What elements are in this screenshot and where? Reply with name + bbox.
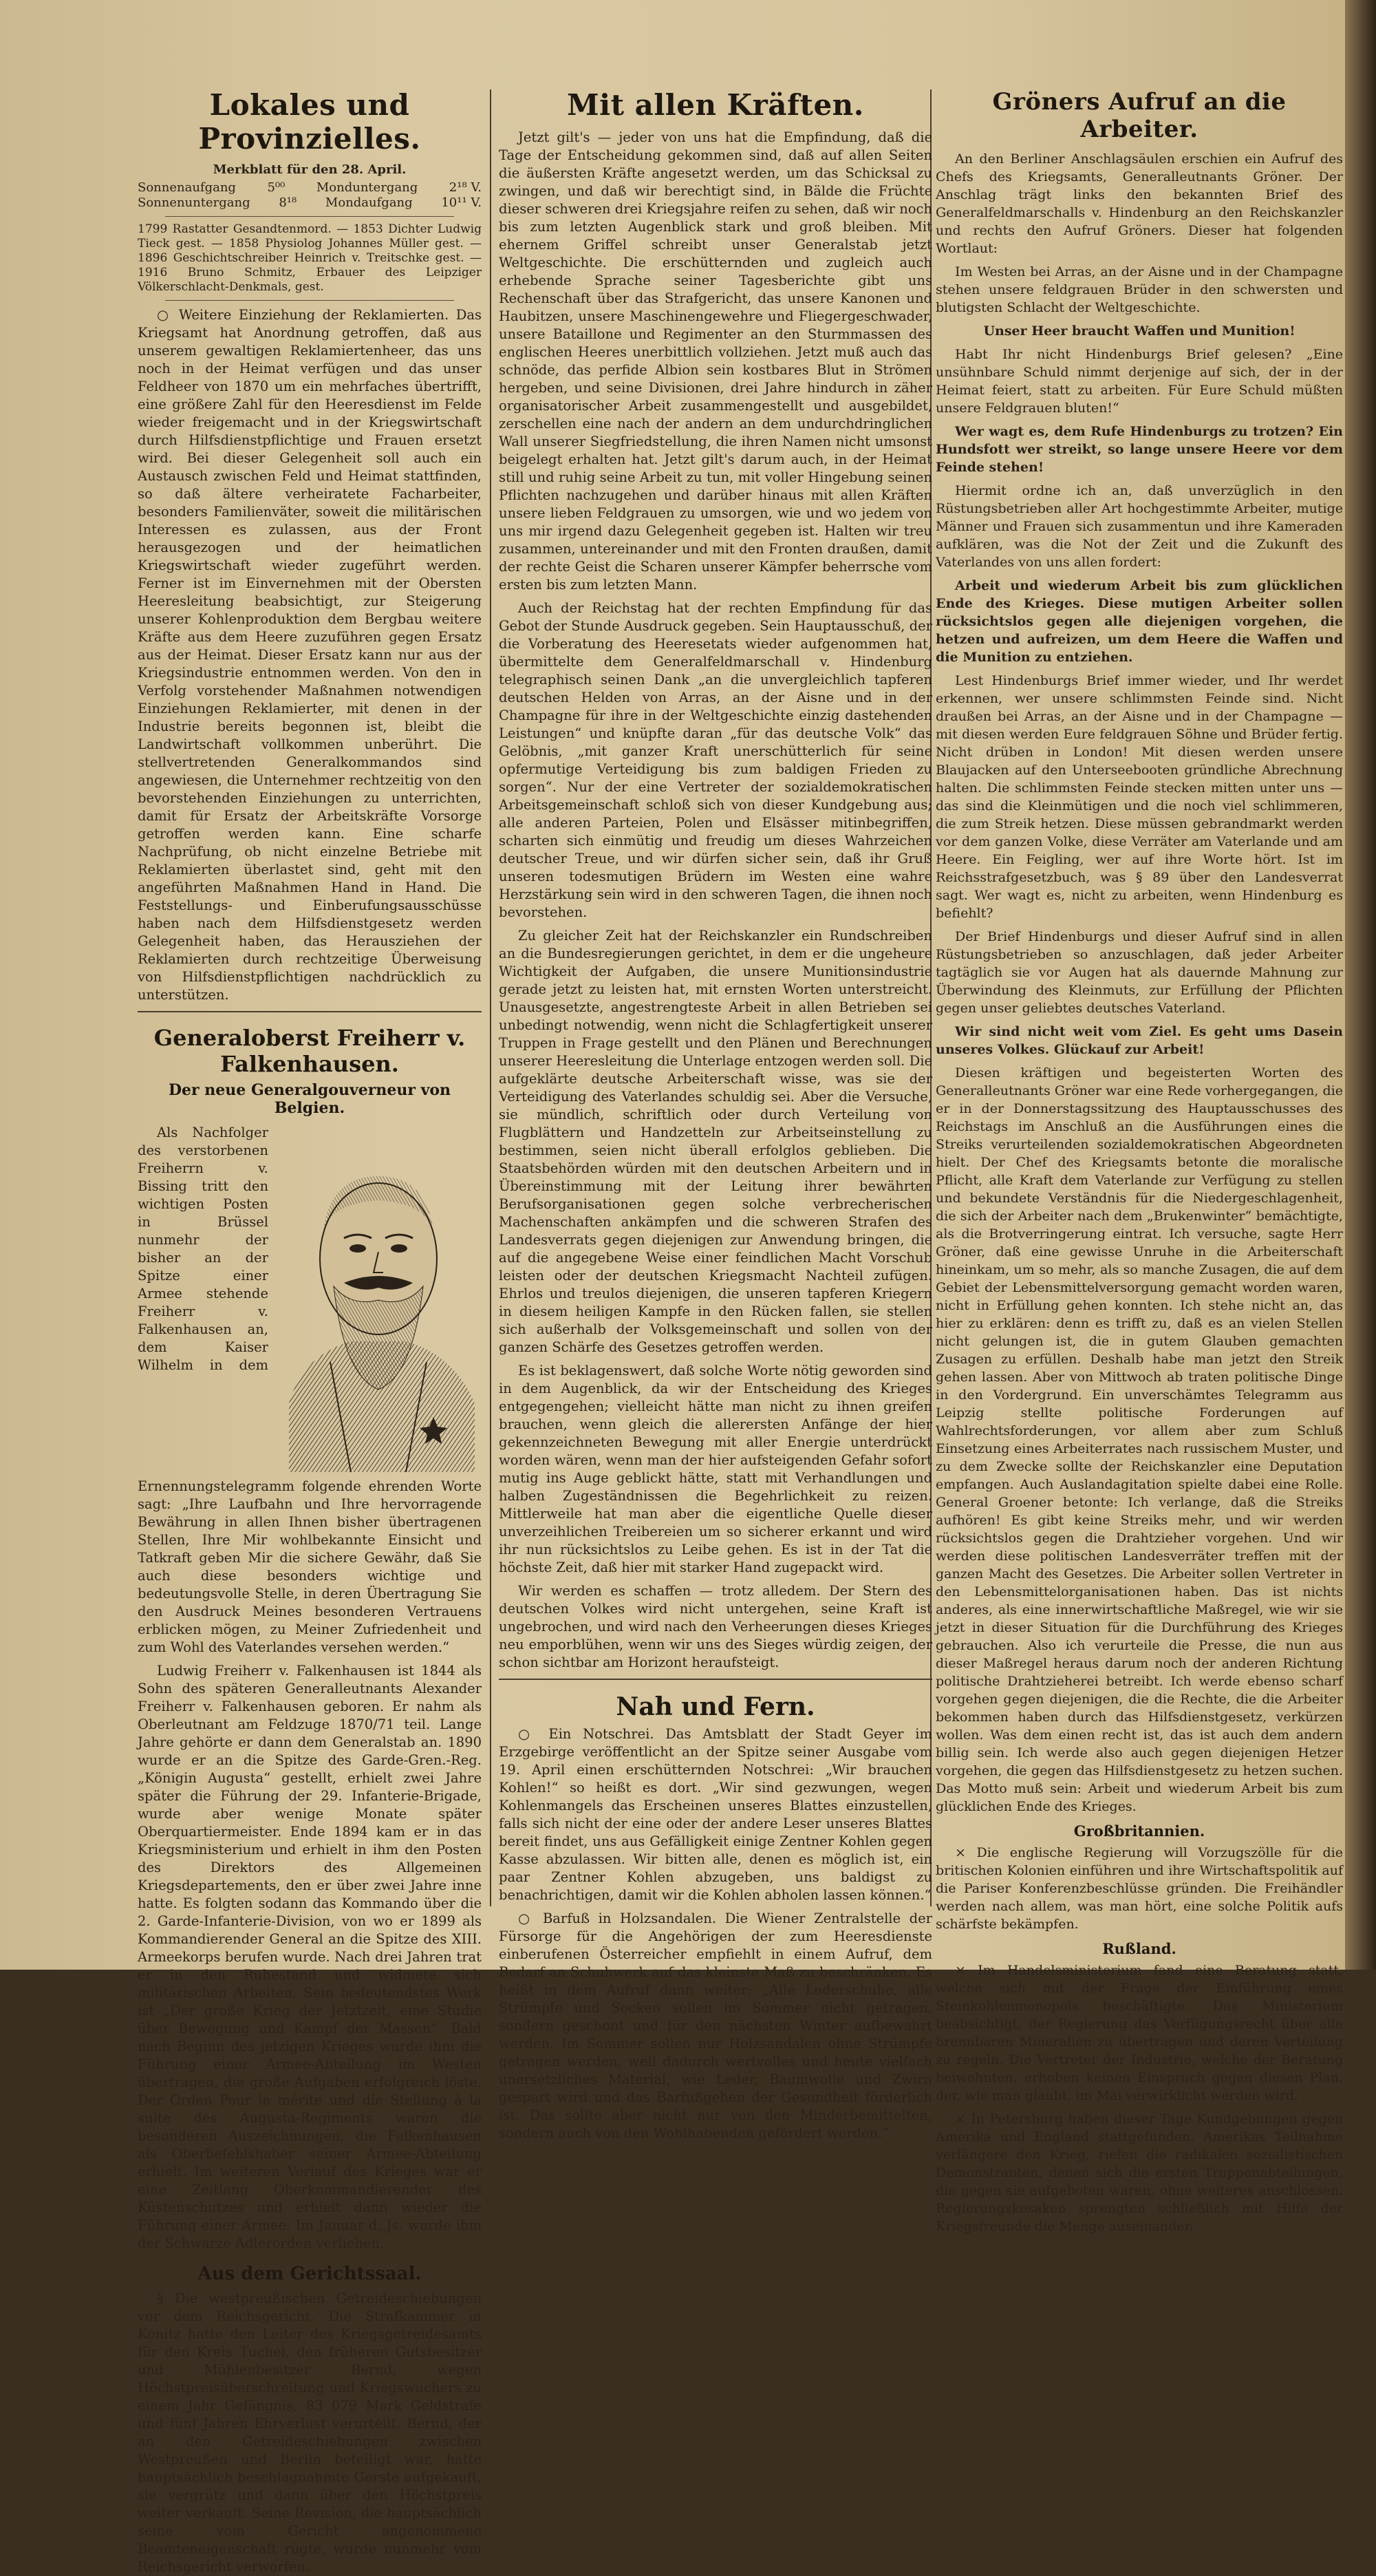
article-title-falkenhausen: Generaloberst Freiherr v. Falkenhausen. [153, 1025, 466, 1077]
divider [165, 216, 454, 217]
portrait-engraving [275, 1128, 482, 1472]
article-groener-p2: Im Westen bei Arras, an der Aisne und in der Champagne stehen unsere feldgrauen Brüder in den schwersten und blutigsten Schlacht der Weltgeschichte. [936, 264, 1343, 315]
article-kraeften-p1: Jetzt gilt's — jeder von uns hat die Empfindung, daß die Tage der Entscheidung gekommen sind, daß auf allen Seiten die äußersten Kräfte angesetzt werden, um das Schicksal zu zwingen, und daß wir berechtigt sind, in Bälde die Früchte dieser schweren drei Kriegsjahre reifen zu sehen, daß wir noch bis zum letzten Augenblick stark und groß bleiben. Mit ehernem Griffel schreibt unser Generalstab jetzt Weltgeschichte. Die erschütternden und zugleich auch erhebende Sprache seiner Tagesberichte gibt uns Rechenschaft über das Strafgericht, das unsere Kanonen und Haubitzen, unsere Maschinengewehre und Fliegergeschwader, unsere Bataillone und Regimenter an den Sturmmassen des englischen Heeres unerbittlich vollziehen. Jetzt muß auch das schnöde, das perfide Albion sein kostbares Blut in Strömen hergeben, und seine Divisionen, drei Jahre hindurch in zäher organisatorischer Arbeit zusammengestellt und ausgebildet, zerschellen eine nach der andern an dem undurchdringlichen Wall unserer Siegfriedstellung, die ihren Namen nicht umsonst beigelegt erhalten hat. Jetzt gilt's darum auch, in der Heimat still und ruhig seine Arbeit zu tun, mit voller Hingebung seinen Pflichten nachzugehen und darüber hinaus mit allen Kräften unsere lieben Feldgrauen zu umsorgen, wie und wo jedem von uns mir irgend dazu Gelegenheit gegeben ist. Halten wir treu zusammen, untereinander und mit den Fronten draußen, damit der rechte Geist die Scharen unserer Kämpfer beherrsche vom ersten bis zum letzten Mann. [499, 129, 932, 593]
almanac-label: Sonnenuntergang [138, 195, 250, 210]
almanac-events: 1799 Rastatter Gesandtenmord. — 1853 Dichter Ludwig Tieck gest. — 1858 Physiolog Johannes Müller gest. — 1896 Geschichtschreiber Heinrich v. Treitschke gest. — 1916 Bruno Schmitz, Erbauer des Leipziger Völkerschlacht-Denkmals, gest. [138, 222, 482, 294]
article-kraeften-p3: Zu gleicher Zeit hat der Reichskanzler ein Rundschreiben an die Bundesregierungen gerichtet, in dem er die ungeheure Wichtigkeit der Aufgaben, die unsere Munitionsindustrie gerade jetzt zu leisten hat, mit ernsten Worten unterstreicht. Unausgesetzte, angestrengteste Arbeit in allen Betrieben sei unbedingt notwendig, wenn nicht die Schlagfertigkeit unserer Truppen in Frage gestellt und den Plänen und Berechnungen unserer Heeresleitung die Unterlage entzogen werden soll. Die aufgeklärte deutsche Arbeiterschaft wisse, was sie der Verteidigung des Vaterlandes schuldig sei. Aber die Versuche, sie mündlich, schriftlich oder durch Verteilung von Flugblättern und Handzetteln zur Arbeitseinstellung zu bestimmen, seien nicht überall erfolglos geblieben. Die Staatsbehörden würden mit den deutschen Arbeitern und in Übereinstimmung mit der Leitung ihrer bewährten Berufsorganisationen gegen solche verbrecherischen Machenschaften ankämpfen und die schweren Strafen des Landesverrats gegen diejenigen zur Anwendung bringen, die auf die angegebene Weise einer feindlichen Macht Vorschub leisten oder der deutschen Kriegsmacht Nachteil zufügen. Ehrlos und treulos diejenigen, die unseren tapferen Kriegern in diesem heiligen Kampfe in den Rücken fallen, sie stellen sich außerhalb der Volksgemeinschaft und sollen von der ganzen Schärfe des Gesetzes getroffen werden. [499, 928, 932, 1355]
column-rule [490, 89, 491, 1906]
divider [138, 1011, 482, 1012]
article-groener-p3: Habt Ihr nicht Hindenburgs Brief gelesen? „Eine unsühnbare Schuld nimmt derjenige auf sich, der in der Heimat feiert, statt zu arbeiten. Für Eure Schuld müßten unsere Feldgrauen bluten!“ [936, 347, 1343, 416]
article-grossbritannien: × Die englische Regierung will Vorzugszölle für die britischen Kolonien einführen und ihre Wirtschaftspolitik auf die Pariser Konferenzbeschlüsse gründen. Die Freihändler werden nach allem, was man hört, eine solche Politik aufs schärfste bekämpfen. [936, 1845, 1343, 1932]
column-right [936, 83, 1343, 2234]
almanac-value: 5⁰⁰ [267, 180, 286, 195]
article-title-kraeften: Mit allen Kräften. [567, 88, 864, 122]
article-getreideschiebungen: § Die westpreußischen Getreideschiebungen vor dem Reichsgericht. Die Strafkammer in Konitz hatte den Leiter des Kriegsgetreidesamts für den Kreis Tuchel, den früheren Gutsbesitzer und Mühlenbesitzer Bernd, wegen Höchstpreisüberschreitung und Kriegswuchers zu einem Jahr Gefängnis, 83 079 Mark Geldstrafe und fünf Jahren Ehrverlust verurteilt. Bernd, der an den Getreideschiebungen zwischen Westpreußen und Berlin beteiligt war, hatte hauptsächlich beschlagnahmte Gerste aufgekauft, sie vergrütz und dann über den Höchstpreis weiter verkauft. Seine Revision, die hauptsächlich seine vom Gericht angenommene Beamteneigenschaft rügte, wurde nunmehr vom Reichsgericht verworfen. [138, 2290, 482, 2575]
article-groener-p9: Wir sind nicht weit vom Ziel. Es geht ums Dasein unseres Volkes. Glückauf zur Arbeit! [936, 1024, 1343, 1057]
almanac-label: Mondaufgang [325, 195, 413, 210]
article-kraeften-p2: Auch der Reichstag hat der rechten Empfindung für das Gebot der Stunde Ausdruck gegeben. Sein Hauptausschuß, der die Vorberatung des Heeresetats wieder aufgenommen hat, übermittelte dem Generalfeldmarschall v. Hindenburg telegraphisch seinen Dank „an die unvergleichlich tapferen deutschen Helden von Arras, an der Aisne und in der Champagne für ihre in der Weltgeschichte einzig dastehenden Leistungen“ und knüpfte daran „für das deutsche Volk“ das Gelöbnis, „mit ganzer Kraft unerschütterlich für seine opfermutige Verteidigung bis zum baldigen Frieden zu sorgen“. Nur der eine Vertreter der sozialdemokratischen Arbeitsgemeinschaft schloß sich von dieser Kundgebung aus; alle anderen Parteien, Polen und Elsässer mitinbegriffen, scharten sich einmütig und freudig um dieses Wahrzeichen deutscher Treue, und wir dürfen sicher sein, daß ihr Gruß unseren todesmutigen Brüdern im Westen eine wahre Herzstärkung sein wird in den schweren Tagen, die ihnen noch bevorstehen. [499, 600, 932, 920]
category-russland: Rußland. [1102, 1940, 1176, 1957]
almanac-label: Sonnenaufgang [138, 180, 236, 195]
article-groener-slogan: Unser Heer braucht Waffen und Munition! [983, 323, 1296, 339]
article-kraeften-p4: Es ist beklagenswert, daß solche Worte nötig geworden sind in dem Augenblick, da wir der Entscheidung des Krieges entgegengehen; vielleicht hätte man nicht zu ihnen greifen brauchen, wenn gleich die allerersten Anfänge der hier gekennzeichneten Bewegung mit aller Energie unterdrückt worden wären, wenn man der hier aufsteigenden Gefahr sofort mutig ins Auge geblickt hätte, statt mit Verhandlungen und halben Zugeständnissen die Begehrlichkeit zu reizen. Mittlerweile hat man aber die eigentliche Quelle dieser unverzeihlichen Treibereien um so sicherer erkannt und wird ihr nun rücksichtslos zu Leibe gehen. Es ist in der Tat die höchste Zeit, daß hier mit starker Hand zugepackt wird. [499, 1363, 932, 1575]
article-holzsandalen: ○ Barfuß in Holzsandalen. Die Wiener Zentralstelle der Fürsorge für die Angehörigen der zum Heeresdienste einberufenen Österreicher empfiehlt in einem Aufruf, dem Bedarf an Schuhwerk auf das kleinste Maß zu beschränken. Es heißt in dem Aufruf dann weiter: „Alle Lederschuhe, alle Strümpfe und Socken sollen im Sommer nicht getragen, sondern geschont und für den nächsten Winter aufbewahrt werden. Im Sommer sollen nur Holzsandalen ohne Strümpfe getragen werden, weil dadurch wertvolles und heute vielfach unersetzliches Material, wie Leder, Baumwolle und Zwirn gespart wird und das Barfußgehen der Gesundheit förderlich ist. Das sollte aber nicht nur von den Minderbemittelten, sondern auch von den Wohlhabenden gefördert werden.“ [499, 1910, 932, 2141]
article-kraeften-p5: Wir werden es schaffen — trotz alledem. Der Stern des deutschen Volkes wird nicht untergehen, seine Kraft ist ungebrochen, und wird nach den Verheerungen dieses Krieges neu emporblühen, wenn wir uns des Sieges würdig zeigen, der schon sichtbar am Horizont heraufsteigt. [499, 1583, 932, 1670]
section-title-lokales: Lokales und Provinzielles. [198, 88, 421, 156]
article-subtitle-falkenhausen: Der neue Generalgouverneur von Belgien. [168, 1081, 451, 1117]
article-falkenhausen-p1: Als Nachfolger des verstorbenen Freiherrn v. Bissing tritt den wichtigen Posten in Brüssel nunmehr der bisher an der Spitze einer Armee stehende Freiherr v. Falkenhausen an, dem Kaiser Wilhelm in dem Ernennungstelegramm folgende ehrenden Worte sagt: „Ihre Laufbahn und Ihre hervorragende Bewährung in allen Ihnen bisher übertragenen Stellen, Ihre Mir wohlbekannte Einsicht und Tatkraft geben Mir die sichere Gewähr, daß Sie auch diese besonders wichtige und bedeutungsvolle Stelle, in deren Übertragung Sie den Ausdruck Meines besonderen Vertrauens erblicken mögen, zu Meiner Zufriedenheit und zum Wohl des Vaterlandes versehen werden.“ [138, 1125, 482, 1655]
article-groener-p6: Arbeit und wiederum Arbeit bis zum glücklichen Ende des Krieges. Diese mutigen Arbeiter sollen rücksichtslos gegen alle diejenigen vorgehen, die hetzen und aufreizen, um dem Heere die Waffen und die Munition zu entziehen. [936, 578, 1343, 665]
almanac-label: Monduntergang [316, 180, 418, 195]
article-groener-p8: Der Brief Hindenburgs und dieser Aufruf sind in allen Rüstungsbetrieben so anzuschlagen, daß jeder Arbeiter tagtäglich sie vor Augen hat als dauernde Mahnung zur Überwindung des Kleinmuts, zur Erfüllung der Pflichten gegen unser geliebtes deutsches Vaterland. [936, 929, 1343, 1016]
column-left [138, 83, 482, 2575]
divider [165, 300, 454, 301]
article-falkenhausen-p2: Ludwig Freiherr v. Falkenhausen ist 1844 als Sohn des späteren Generalleutnants Alexander Freiherr v. Falkenhausen geboren. Er nahm als Oberleutnant am Feldzuge 1870/71 teil. Lange Jahre gehörte er dann dem Generalstab an. 1890 wurde er an die Spitze des Garde-Gren.-Reg. „Königin Augusta“ gestellt, erhielt zwei Jahre später die Führung der 29. Infanterie-Brigade, wurde aber wenige Monate später Oberquartiermeister. Ende 1894 kam er in das Kriegsministerium und erhielt in ihm den Posten des Direktors des Allgemeinen Kriegsdepartements, den er über zwei Jahre inne hatte. Es folgten sodann das Kommando über die 2. Garde-Infanterie-Division, von wo er 1899 als Kommandierender General an die Spitze des XIII. Armeekorps berufen wurde. Nach drei Jahren trat er in den Ruhestand und widmete sich militärischen Arbeiten. Sein bedeutendstes Werk ist „Der große Krieg der Jetztzeit, eine Studie über Bewegung und Kampf der Massen“. Bald nach Beginn des jetzigen Krieges wurde ihm die Führung einer Armee-Abteilung im Westen übertragen, die große Aufgaben erfolgreich löste. Der Orden Pour le mérite und die Stellung à la suite des Augusta-Regiments waren die besonderen Auszeichnungen, die Falkenhausen als Oberbefehlshaber seiner Armee-Abteilung erhielt. Im weiteren Verlauf des Krieges war er eine Zeitlang Oberkommandierender des Küstenschutzes und erhielt dann wieder die Führung einer Armee. Im Januar d. Js. wurde ihm der Schwarze Adlerorden verliehen. [138, 1663, 482, 2251]
almanac-value: 2¹⁸ V. [449, 180, 482, 195]
article-notschrei: ○ Ein Notschrei. Das Amtsblatt der Stadt Geyer im Erzgebirge veröffentlicht an der Spitze seiner Ausgabe vom 19. April einen erschütternden Notschrei: „Wir brauchen Kohlen!“ so heißt es dort. „Wir sind gezwungen, wegen Kohlenmangels das Erscheinen unseres Blattes einzustellen, falls sich nicht der eine oder der andere Leser unseres Blattes bereit findet, uns aus Gefälligkeit einige Zentner Kohlen gegen Kasse abzulassen. Wir bitten alle, denen es möglich ist, ein paar Zentner Kohlen abzugeben, uns baldigst zu benachrichtigen, damit wir die Kohlen abholen lassen können.“ [499, 1726, 932, 1903]
almanac-row [138, 195, 482, 211]
section-title-nah-fern: Nah und Fern. [616, 1692, 815, 1721]
almanac-value: 8¹⁸ [279, 195, 297, 210]
article-russland-kohle: × Im Handelsministerium fand eine Beratung statt, welche sich mit der Frage der Einführung eines Steinkohlenmonopols beschäftigte. Das Ministerium beabsichtigt, der Regierung das Verfügungsrecht über alle brennbaren Mineralien zu übertragen und deren Verteilung zu regeln. Die Vertreter der Industrie, welche der Beratung beiwohnten, erhoben keinen Einspruch gegen diesen Plan, der, wie man glaubt, im Mai verwirklicht werden wird. [936, 1963, 1343, 2103]
article-russland-petersburg: × In Petersburg haben dieser Tage Kundgebungen gegen Amerika und England stattgefunden. Amerikas Teilnahme verlängere den Krieg, riefen die radikalen sozialistischen Demonstranten, denen sich die ersten Truppenabteilungen, die gegen sie aufgeboten waren, ohne weiteres anschlossen. Regierungskosaken sprengten schließlich mit Hilfe der Kriegsfreunde die Menge auseinander. [936, 2111, 1343, 2234]
article-title-groener: Gröners Aufruf an die Arbeiter. [992, 88, 1287, 143]
almanac-value: 10¹¹ V. [441, 195, 482, 210]
article-groener-p4: Wer wagt es, dem Rufe Hindenburgs zu trotzen? Ein Hundsfott wer streikt, so lange unsere Heere vor dem Feinde stehen! [936, 424, 1343, 475]
article-groener-p1: An den Berliner Anschlagsäulen erschien ein Aufruf des Chefs des Kriegsamts, Generalleutnants Gröner. Der Anschlag trägt links den bekannten Brief des Generalfeldmarschalls v. Hindenburg an den Reichskanzler und rechts den Aufruf Gröners. Dieser hat folgenden Wortlaut: [936, 151, 1343, 256]
divider [499, 1679, 932, 1680]
almanac-row [138, 180, 482, 195]
category-grossbritannien: Großbritannien. [1073, 1822, 1205, 1840]
page-edge-shadow [1345, 0, 1376, 1970]
section-title-gerichtssaal: Aus dem Gerichtssaal. [197, 2264, 422, 2284]
almanac-box [138, 162, 482, 295]
article-reklamierte: ○ Weitere Einziehung der Reklamierten. Das Kriegsamt hat Anordnung getroffen, daß aus unserem gewaltigen Reklamiertenheer, das uns noch in der Heimat verfügen und das unser Feldheer von 1870 um ein mehrfaches übertrifft, eine größere Zahl für den Heeresdienst im Felde wieder freigemacht und in der Kriegswirtschaft durch Hilfsdienstpflichtige und Frauen ersetzt wird. Bei dieser Gelegenheit soll auch ein Austausch zwischen Feld und Heimat stattfinden, so daß ältere verheiratete Facharbeiter, besonders Familienväter, soweit die militärischen Interessen es zulassen, aus der Front herausgezogen und der heimatlichen Kriegswirtschaft wieder zugeführt werden. Ferner ist im Einvernehmen mit der Obersten Heeresleitung beabsichtigt, zur Steigerung unserer Kohlenproduktion dem Bergbau weitere Kräfte aus dem Heere zuzuführen gegen Ersatz aus der Heimat. Dieser Ersatz kann nur aus der Kriegsindustrie entnommen werden. Von den in Verfolg vorstehender Maßnahmen notwendigen Einziehungen Reklamierter, mit denen in der Industrie bereits begonnen ist, bleibt die Landwirtschaft vollkommen unberührt. Die stellvertretenden Generalkommandos sind angewiesen, die Unternehmer rechtzeitig von den bevorstehenden Einziehungen zu unterrichten, damit für Ersatz der Arbeitskräfte Vorsorge getroffen werden kann. Eine scharfe Nachprüfung, ob nicht einzelne Betriebe mit Reklamierten überlastet sind, geht mit den angeführten Maßnahmen Hand in Hand. Die Feststellungs- und Einberufungsausschüsse haben nach dem Hilfsdienstgesetz werden Gelegenheit haben, das Herausziehen der Reklamierten durch rechtzeitige Überweisung von Hilfsdienstpflichtigen nachdrücklich zu unterstützen. [138, 307, 482, 1003]
article-groener-p7: Lest Hindenburgs Brief immer wieder, und Ihr werdet erkennen, wer unsere schlimmsten Feinde sind. Nicht draußen bei Arras, an der Aisne und in der Champagne — mit diesen werden Eure feldgrauen Söhne und Brüder fertig. Nicht drüben in London! Mit diesen werden unsere Blaujacken auf den Unterseebooten gründliche Abrechnung halten. Die schlimmsten Feinde stecken mitten unter uns — das sind die Kleinmütigen und die noch viel schlimmeren, die zum Streik hetzen. Diese müssen gebrandmarkt werden vor dem ganzen Volke, diese Verräter am Vaterlande und am Heere. Ein Feigling, wer auf ihre Worte hört. Ist im Reichsstrafgesetzbuch, was § 89 über den Landesverrat sagt. Wer wagt es, nicht zu arbeiten, wenn Hindenburg es befiehlt? [936, 673, 1343, 921]
article-groener-p5: Hiermit ordne ich an, daß unverzüglich in den Rüstungsbetrieben aller Art hochgestimmte Arbeiter, mutige Männer und Frauen sich zusammentun und ihre Kameraden aufklären, was die Not der Zeit und die Zukunft des Vaterlandes von uns allen fordert: [936, 483, 1343, 570]
almanac-title: Merkblatt für den 28. April. [213, 162, 407, 177]
article-groener-p10: Diesen kräftigen und begeisterten Worten des Generalleutnants Gröner war eine Rede vorhergegangen, die er in der Donnerstagssitzung des Hauptausschusses des Reichstags im Anschluß an die Ausführungen eines die Streiks verurteilenden sozialdemokratischen Abgeordneten hielt. Der Chef des Kriegsamts betonte die moralische Pflicht, alle Kraft dem Vaterlande zur Verfügung zu stellen und bekundete Verständnis für die Niedergeschlagenheit, die sich der Arbeiter nach dem „Brukenwinter“ bemächtigte, als die Brotverringerung eintrat. Ich versuche, sagte Herr Gröner, daß eine gewisse Unruhe in die Arbeiterschaft hineinkam, um so mehr, als so manche Zusagen, die auf dem Gebiet der Lebensmittelversorgung gemacht worden waren, nicht in Erfüllung gehen konnten. Ich stehe nicht an, das hier zu erklären: denn es trifft zu, daß es an vielen Stellen nicht gelungen ist, die in gutem Glauben gemachten Zusagen zu erfüllen. Deshalb habe man jetzt den Streik gehen lassen. Aber von Mittwoch ab traten politische Dinge in den Vordergrund. Ein unverschämtes Telegramm aus Leipzig stellte politische Forderungen auf Wahlrechtsforderungen, vor allem aber zum Schluß Einsetzung eines Arbeiterrates nach russischem Muster, und zu dem Zwecke sollte der Reichskanzler eine Deputation empfangen. Auch Auslandagitation spielte dabei eine Rolle. General Groener betonte: Ich verlange, daß die Streiks aufhören! Es gibt keine Streiks mehr, und wir werden rücksichtslos gegen die Drahtzieher vorgehen. Und wir werden diese politischen Landesverräter treffen mit der ganzen Macht des Gesetzes. Die Arbeiter sollen Vertreter in den Lebensmittelorganisationen haben. Das ist nichts anderes, als eine innerwirtschaftliche Maßregel, wie wir sie jetzt in dieser Situation für die Durchführung des Krieges gebrauchen. Also ich verurteile die Presse, die nun aus dieser Maßregel heraus darum noch der anderen Richtung politische Drahtzieherei betreibt. Ich werde ebenso scharf vorgehen gegen diejenigen, die die Rechte, die die Arbeiter bekommen haben durch das Hilfsdienstgesetz, verkürzen wollen. Was dem einen recht ist, das ist auch dem andern billig sein. Ich werde also auch gegen diejenigen Hetzer vorgehen, die gegen das Hilfsdienstgesetz zu hetzen suchen. Das Motto muß sein: Arbeit und wiederum Arbeit bis zum glücklichen Ende des Krieges. [936, 1065, 1343, 1814]
column-middle [499, 83, 932, 2141]
